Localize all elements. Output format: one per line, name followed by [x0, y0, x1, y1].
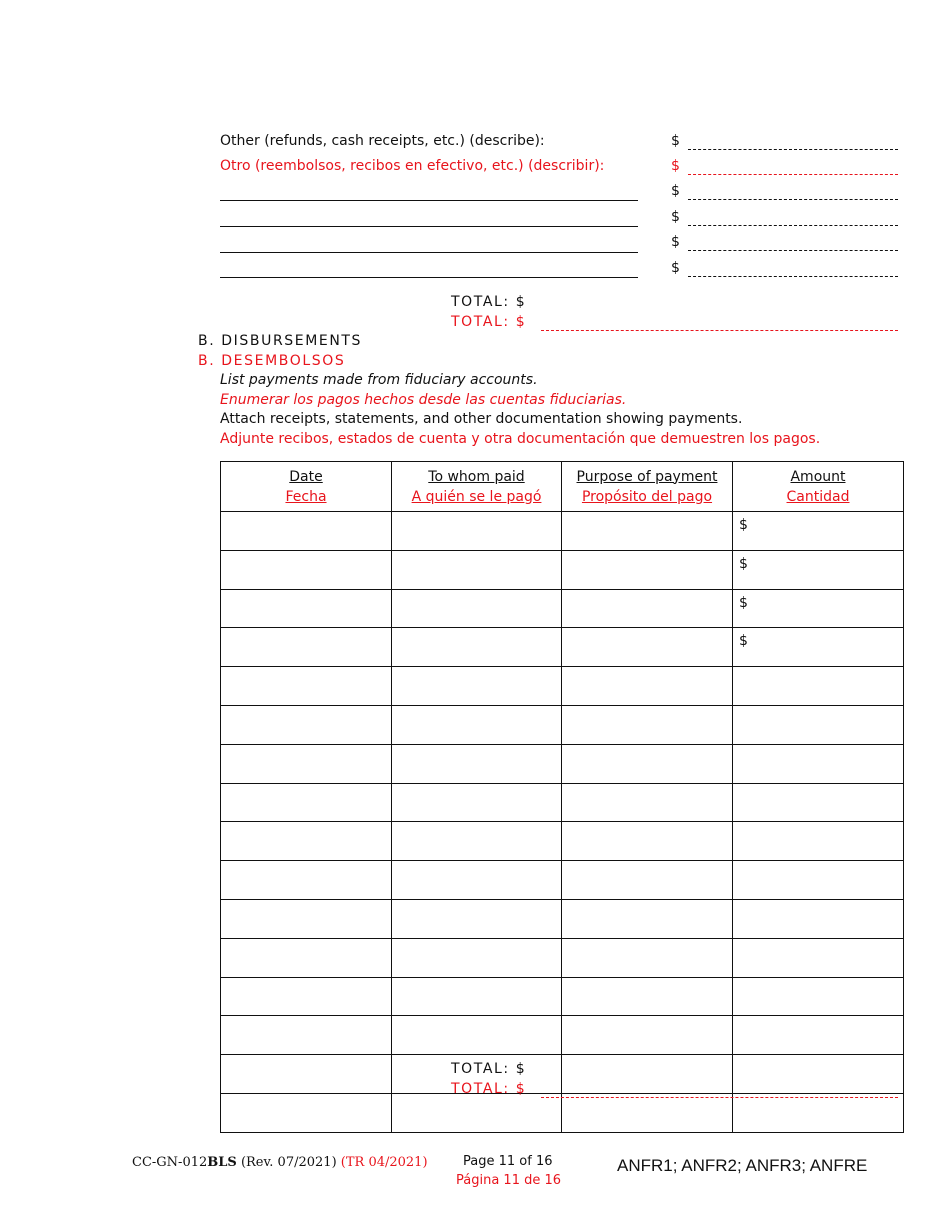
receipts-total-label: TOTAL: $: [451, 294, 527, 310]
table-row: [221, 1016, 904, 1055]
purpose-cell[interactable]: [562, 550, 733, 589]
amount-cell[interactable]: [733, 1016, 904, 1055]
other-receipts-label: Other (refunds, cash receipts, etc.) (describe):: [220, 133, 545, 149]
date-cell[interactable]: [221, 899, 392, 938]
to-whom-paid-cell[interactable]: [392, 861, 562, 900]
date-cell[interactable]: [221, 1055, 392, 1094]
page-number: Page 11 of 16: [463, 1154, 553, 1169]
to-whom-paid-cell[interactable]: [392, 1093, 562, 1132]
amount-field-1[interactable]: [688, 149, 898, 150]
header-date: Date Fecha: [221, 462, 392, 512]
amount-cell[interactable]: [733, 744, 904, 783]
to-whom-paid-cell[interactable]: [392, 550, 562, 589]
date-cell[interactable]: [221, 628, 392, 667]
disbursements-instruction: List payments made from fiduciary accounts.: [220, 372, 538, 388]
to-whom-paid-cell[interactable]: [392, 938, 562, 977]
to-whom-paid-cell[interactable]: [392, 1016, 562, 1055]
date-cell[interactable]: [221, 589, 392, 628]
receipts-total-label-es: TOTAL: $: [451, 314, 527, 330]
amount-dollar-4: $: [671, 209, 680, 225]
amount-dollar-3: $: [671, 183, 680, 199]
amount-field-5[interactable]: [688, 250, 898, 251]
description-line-1[interactable]: [220, 200, 638, 201]
amount-dollar-1: $: [671, 133, 680, 149]
disbursements-instruction-es: Enumerar los pagos hechos desde las cuentas fiduciarias.: [220, 392, 627, 408]
date-cell[interactable]: [221, 977, 392, 1016]
amount-cell[interactable]: [733, 861, 904, 900]
table-row: [221, 667, 904, 706]
page-number-es: Página 11 de 16: [456, 1173, 562, 1188]
table-row: [221, 589, 904, 628]
purpose-cell[interactable]: [562, 628, 733, 667]
amount-dollar-6: $: [671, 260, 680, 276]
table-row: [221, 899, 904, 938]
to-whom-paid-cell[interactable]: [392, 512, 562, 551]
description-line-3[interactable]: [220, 252, 638, 253]
table-row: [221, 550, 904, 589]
date-cell[interactable]: [221, 512, 392, 551]
attach-instruction: Attach receipts, statements, and other documentation showing payments.: [220, 411, 743, 427]
date-cell[interactable]: [221, 1093, 392, 1132]
date-cell[interactable]: [221, 1016, 392, 1055]
table-row: [221, 822, 904, 861]
amount-cell[interactable]: [733, 1093, 904, 1132]
amount-dollar-5: $: [671, 234, 680, 250]
table-header-row: [221, 462, 904, 512]
table-row: [221, 861, 904, 900]
disbursements-total-label: TOTAL: $: [451, 1061, 527, 1077]
date-cell[interactable]: [221, 744, 392, 783]
to-whom-paid-cell[interactable]: [392, 783, 562, 822]
to-whom-paid-cell[interactable]: [392, 628, 562, 667]
amount-field-6[interactable]: [688, 276, 898, 277]
amount-cell[interactable]: [733, 783, 904, 822]
amount-cell[interactable]: $: [733, 550, 904, 589]
header-purpose: Purpose of payment Propósito del pago: [562, 462, 733, 512]
to-whom-paid-cell[interactable]: [392, 589, 562, 628]
amount-cell[interactable]: [733, 705, 904, 744]
purpose-cell[interactable]: [562, 1055, 733, 1094]
purpose-cell[interactable]: [562, 667, 733, 706]
purpose-cell[interactable]: [562, 589, 733, 628]
form-id: CC-GN-012BLS (Rev. 07/2021) (TR 04/2021): [132, 1155, 428, 1170]
date-cell[interactable]: [221, 783, 392, 822]
date-cell[interactable]: [221, 861, 392, 900]
purpose-cell[interactable]: [562, 938, 733, 977]
table-row: [221, 512, 904, 551]
to-whom-paid-cell[interactable]: [392, 977, 562, 1016]
to-whom-paid-cell[interactable]: [392, 667, 562, 706]
date-cell[interactable]: [221, 667, 392, 706]
table-row: [221, 705, 904, 744]
table-row: [221, 1055, 904, 1094]
description-line-2[interactable]: [220, 226, 638, 227]
header-amount: Amount Cantidad: [733, 462, 904, 512]
table-row: [221, 744, 904, 783]
form-codes: ANFR1; ANFR2; ANFR3; ANFRE: [617, 1156, 868, 1175]
amount-dollar-2: $: [671, 158, 680, 174]
table-row: [221, 938, 904, 977]
amount-cell[interactable]: [733, 977, 904, 1016]
disbursements-total-field[interactable]: [541, 1097, 898, 1098]
date-cell[interactable]: [221, 822, 392, 861]
purpose-cell[interactable]: [562, 744, 733, 783]
purpose-cell[interactable]: [562, 899, 733, 938]
amount-cell[interactable]: [733, 938, 904, 977]
table-row: [221, 628, 904, 667]
to-whom-paid-cell[interactable]: [392, 822, 562, 861]
amount-field-3[interactable]: [688, 199, 898, 200]
date-cell[interactable]: [221, 705, 392, 744]
amount-cell[interactable]: [733, 667, 904, 706]
date-cell[interactable]: [221, 938, 392, 977]
purpose-cell[interactable]: [562, 977, 733, 1016]
amount-cell[interactable]: $: [733, 512, 904, 551]
disbursements-heading-es: B. DESEMBOLSOS: [198, 353, 346, 369]
receipts-total-field[interactable]: [541, 330, 898, 331]
amount-cell[interactable]: $: [733, 628, 904, 667]
purpose-cell[interactable]: [562, 822, 733, 861]
amount-cell[interactable]: $: [733, 589, 904, 628]
table-row: [221, 977, 904, 1016]
table-row: [221, 783, 904, 822]
purpose-cell[interactable]: [562, 861, 733, 900]
amount-cell[interactable]: [733, 899, 904, 938]
attach-instruction-es: Adjunte recibos, estados de cuenta y otra documentación que demuestren los pagos.: [220, 431, 821, 447]
disbursements-heading: B. DISBURSEMENTS: [198, 333, 363, 349]
amount-field-2[interactable]: [688, 174, 898, 175]
amount-field-4[interactable]: [688, 225, 898, 226]
purpose-cell[interactable]: [562, 1093, 733, 1132]
date-cell[interactable]: [221, 550, 392, 589]
purpose-cell[interactable]: [562, 1016, 733, 1055]
to-whom-paid-cell[interactable]: [392, 899, 562, 938]
other-receipts-label-es: Otro (reembolsos, recibos en efectivo, etc.) (describir):: [220, 158, 605, 174]
purpose-cell[interactable]: [562, 705, 733, 744]
disbursements-total-label-es: TOTAL: $: [451, 1081, 527, 1097]
payments-table: [220, 461, 904, 1133]
purpose-cell[interactable]: [562, 512, 733, 551]
amount-cell[interactable]: [733, 822, 904, 861]
to-whom-paid-cell[interactable]: [392, 705, 562, 744]
purpose-cell[interactable]: [562, 783, 733, 822]
header-to-whom-paid: To whom paid A quién se le pagó: [392, 462, 562, 512]
description-line-4[interactable]: [220, 277, 638, 278]
amount-cell[interactable]: [733, 1055, 904, 1094]
to-whom-paid-cell[interactable]: [392, 744, 562, 783]
table-row: [221, 1093, 904, 1132]
